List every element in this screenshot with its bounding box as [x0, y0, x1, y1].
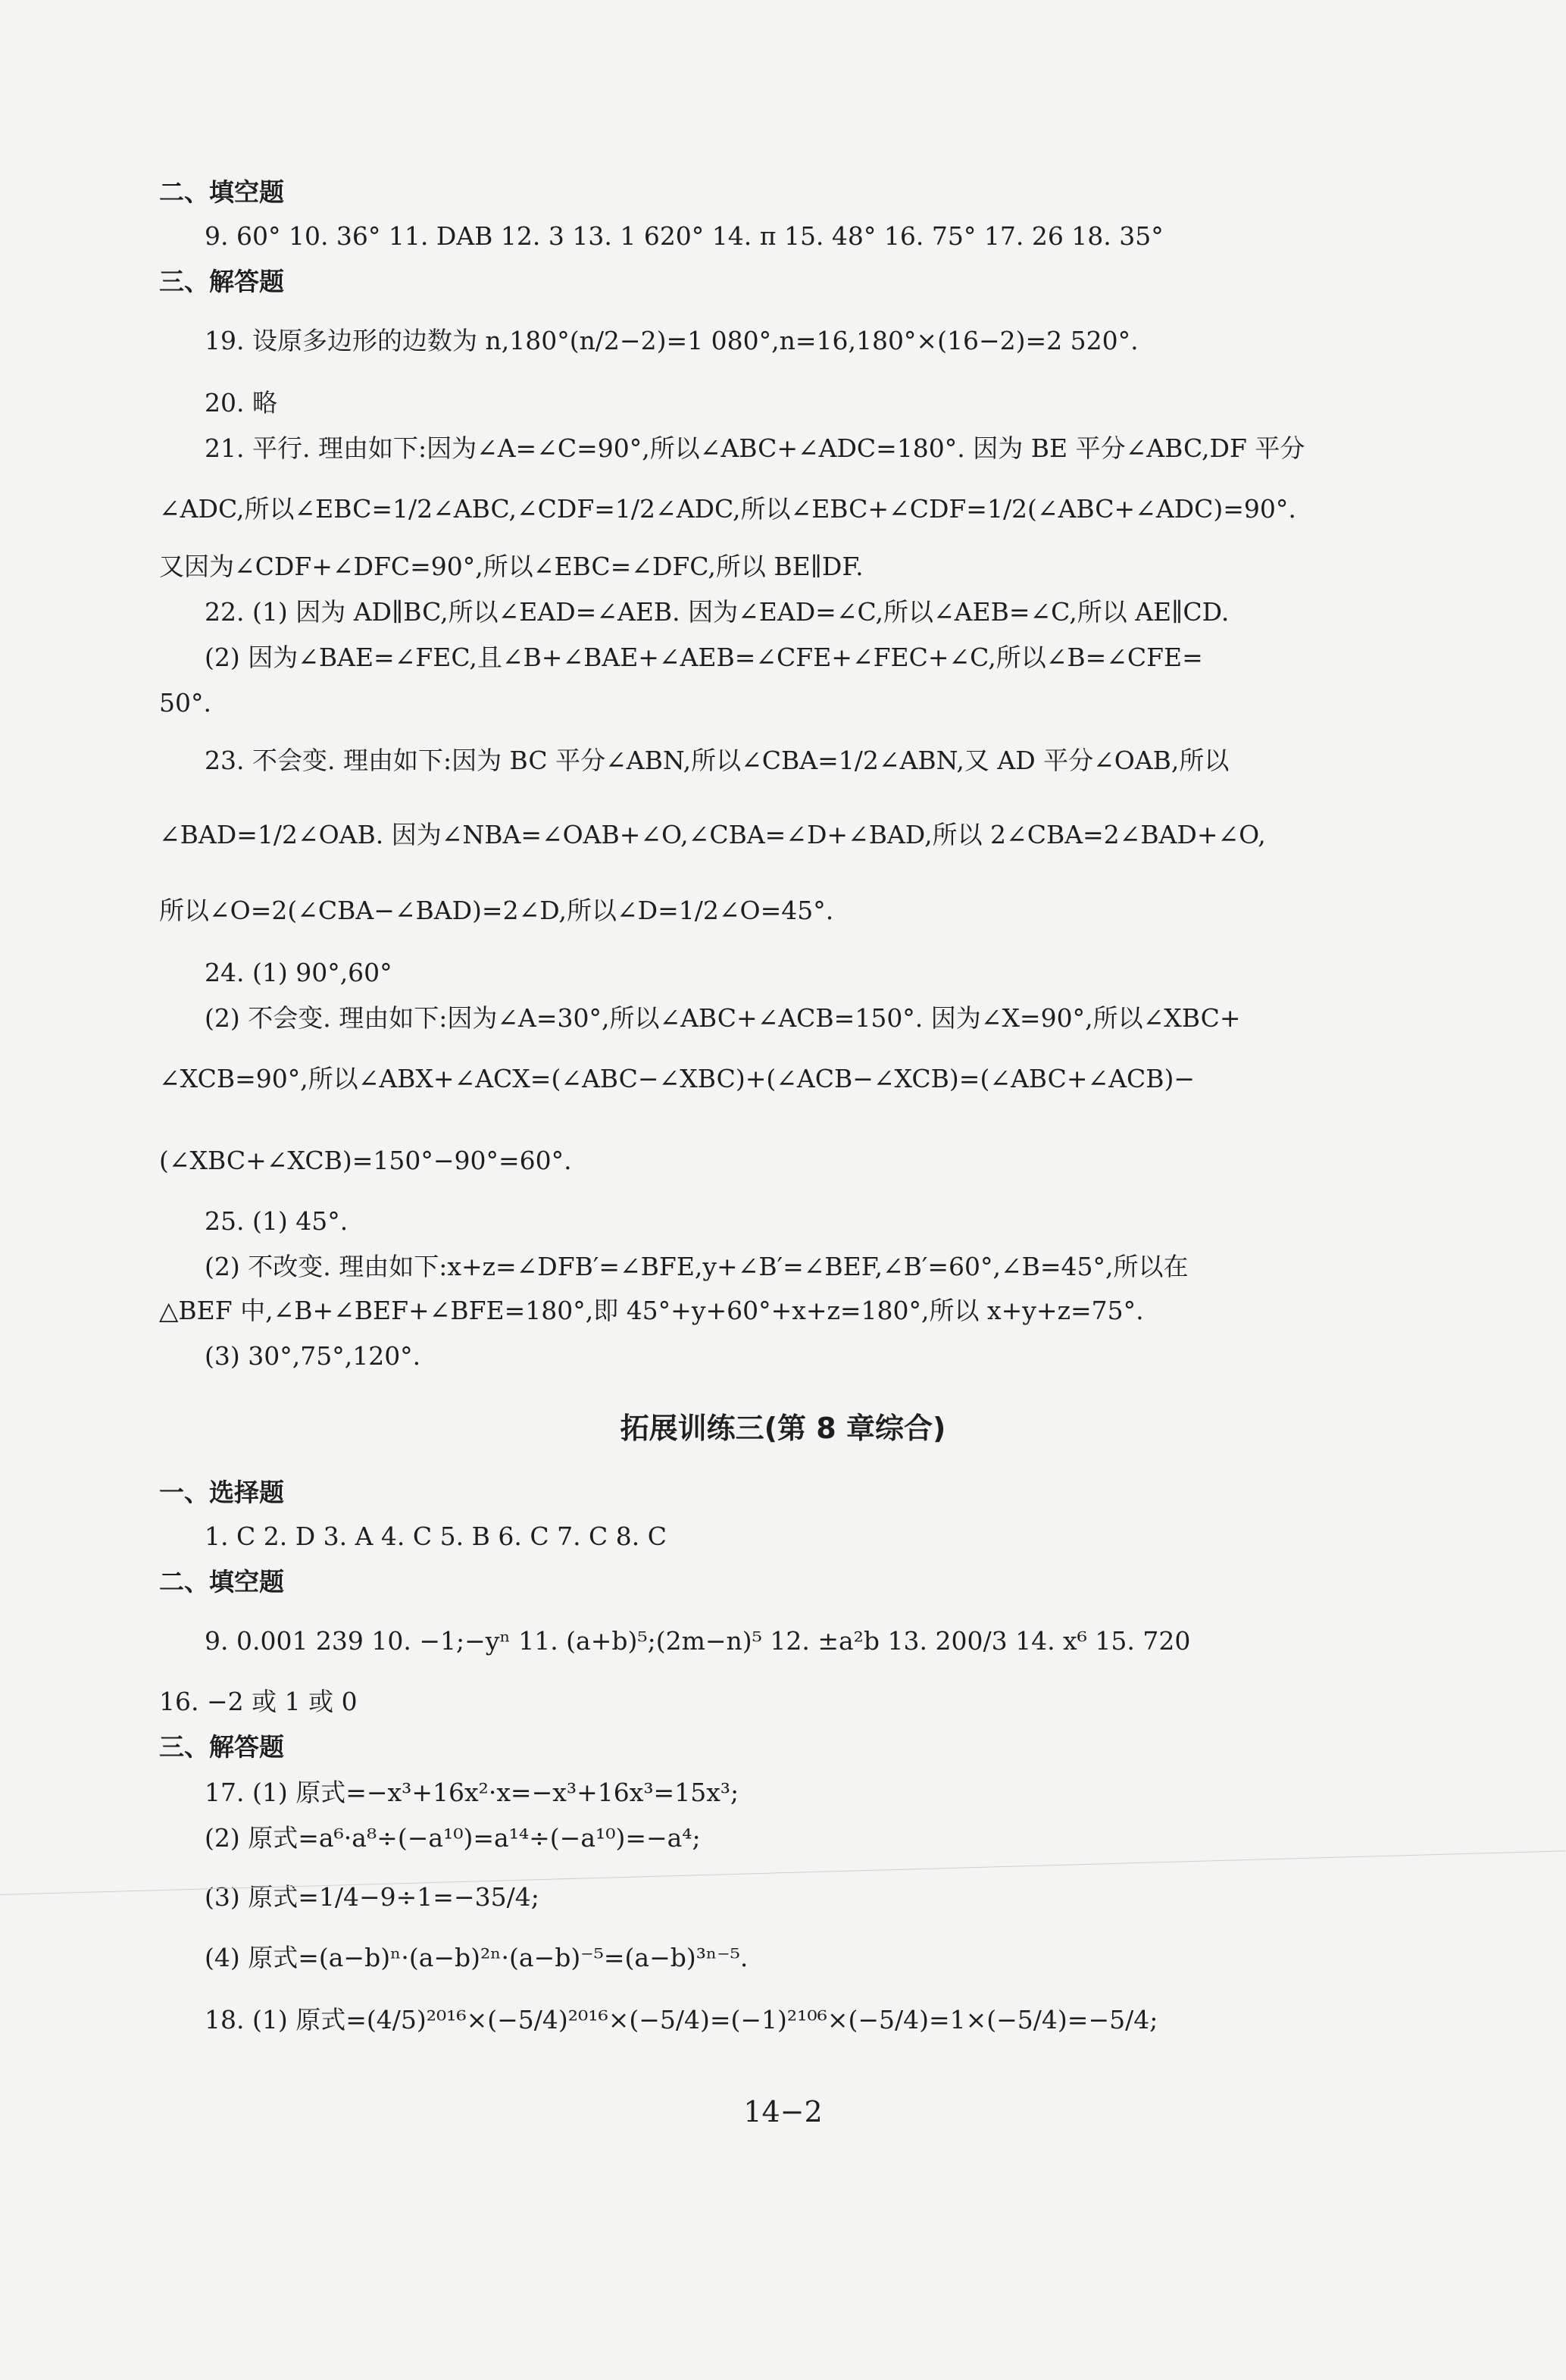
answer-line-24: 17. (1) 原式=−x³+16x²·x=−x³+16x³=15x³;: [205, 1778, 739, 1807]
answer-line-8: (2) 因为∠BAE=∠FEC,且∠B+∠BAE+∠AEB=∠CFE+∠FEC+∠C,所以∠B=∠CFE=: [205, 643, 1203, 672]
answer-line-16: (∠XBC+∠XCB)=150°−90°=60°.: [159, 1146, 572, 1175]
answer-line-18: (2) 不改变. 理由如下:x+z=∠DFB′=∠BFE,y+∠B′=∠BEF,∠B′=60°,∠B=45°,所以在: [205, 1252, 1189, 1281]
answer-line-4: 21. 平行. 理由如下:因为∠A=∠C=90°,所以∠ABC+∠ADC=180°. 因为 BE 平分∠ABC,DF 平分: [205, 433, 1305, 463]
answer-line-1: 9. 60° 10. 36° 11. DAB 12. 3 13. 1 620° 14. π 15. 48° 16. 75° 17. 26 18. 35°: [205, 221, 1164, 251]
answer-line-6: 又因为∠CDF+∠DFC=90°,所以∠EBC=∠DFC,所以 BE∥DF.: [159, 552, 864, 581]
answer-line-28: 18. (1) 原式=(4/5)²⁰¹⁶×(−5/4)²⁰¹⁶×(−5/4)=(−1)²¹⁰⁶×(−5/4)=1×(−5/4)=−5/4;: [205, 2005, 1158, 2034]
answer-line-15: ∠XCB=90°,所以∠ABX+∠ACX=(∠ABC−∠XBC)+(∠ACB−∠XCB)=(∠ABC+∠ACB)−: [159, 1064, 1196, 1093]
section-heading-fill-blank-2: 二、填空题: [159, 1567, 284, 1597]
answer-line-22: 9. 0.001 239 10. −1;−yⁿ 11. (a+b)⁵;(2m−n)⁵ 12. ±a²b 13. 200/3 14. x⁶ 15. 720: [205, 1626, 1191, 1656]
section-heading-fill-blank: 二、填空题: [159, 177, 284, 207]
section-heading-solutions-2: 三、解答题: [159, 1732, 284, 1762]
answer-line-23: 16. −2 或 1 或 0: [159, 1687, 358, 1716]
answer-line-7: 22. (1) 因为 AD∥BC,所以∠EAD=∠AEB. 因为∠EAD=∠C,所以∠AEB=∠C,所以 AE∥CD.: [205, 597, 1230, 627]
answer-line-21: 1. C 2. D 3. A 4. C 5. B 6. C 7. C 8. C: [205, 1522, 667, 1551]
answer-line-12: 所以∠O=2(∠CBA−∠BAD)=2∠D,所以∠D=1/2∠O=45°.: [159, 896, 834, 925]
answer-line-27: (4) 原式=(a−b)ⁿ·(a−b)²ⁿ·(a−b)⁻⁵=(a−b)³ⁿ⁻⁵.: [205, 1943, 749, 1972]
answer-line-9: 50°.: [159, 688, 211, 718]
page-number: 14−2: [743, 2095, 823, 2128]
answer-line-5: ∠ADC,所以∠EBC=1/2∠ABC,∠CDF=1/2∠ADC,所以∠EBC+∠CDF=1/2(∠ABC+∠ADC)=90°.: [159, 494, 1296, 524]
answer-line-20: (3) 30°,75°,120°.: [205, 1341, 421, 1371]
exercise-title: 拓展训练三(第 8 章综合): [620, 1412, 946, 1445]
answer-line-25: (2) 原式=a⁶·a⁸÷(−a¹⁰)=a¹⁴÷(−a¹⁰)=−a⁴;: [205, 1823, 701, 1853]
answer-line-13: 24. (1) 90°,60°: [205, 958, 392, 987]
answer-line-26: (3) 原式=1/4−9÷1=−35/4;: [205, 1882, 539, 1912]
answer-line-17: 25. (1) 45°.: [205, 1206, 349, 1236]
answer-line-10: 23. 不会变. 理由如下:因为 BC 平分∠ABN,所以∠CBA=1/2∠ABN,又 AD 平分∠OAB,所以: [205, 746, 1230, 775]
answer-line-2: 19. 设原多边形的边数为 n,180°(n/2−2)=1 080°,n=16,180°×(16−2)=2 520°.: [205, 326, 1139, 355]
section-heading-multiple-choice: 一、选择题: [159, 1478, 284, 1507]
section-heading-solutions: 三、解答题: [159, 267, 284, 296]
answer-line-11: ∠BAD=1/2∠OAB. 因为∠NBA=∠OAB+∠O,∠CBA=∠D+∠BAD,所以 2∠CBA=2∠BAD+∠O,: [159, 820, 1266, 849]
answer-line-14: (2) 不会变. 理由如下:因为∠A=30°,所以∠ABC+∠ACB=150°. 因为∠X=90°,所以∠XBC+: [205, 1003, 1241, 1033]
answer-line-3: 20. 略: [205, 388, 277, 418]
answer-line-19: △BEF 中,∠B+∠BEF+∠BFE=180°,即 45°+y+60°+x+z=180°,所以 x+y+z=75°.: [159, 1296, 1144, 1325]
